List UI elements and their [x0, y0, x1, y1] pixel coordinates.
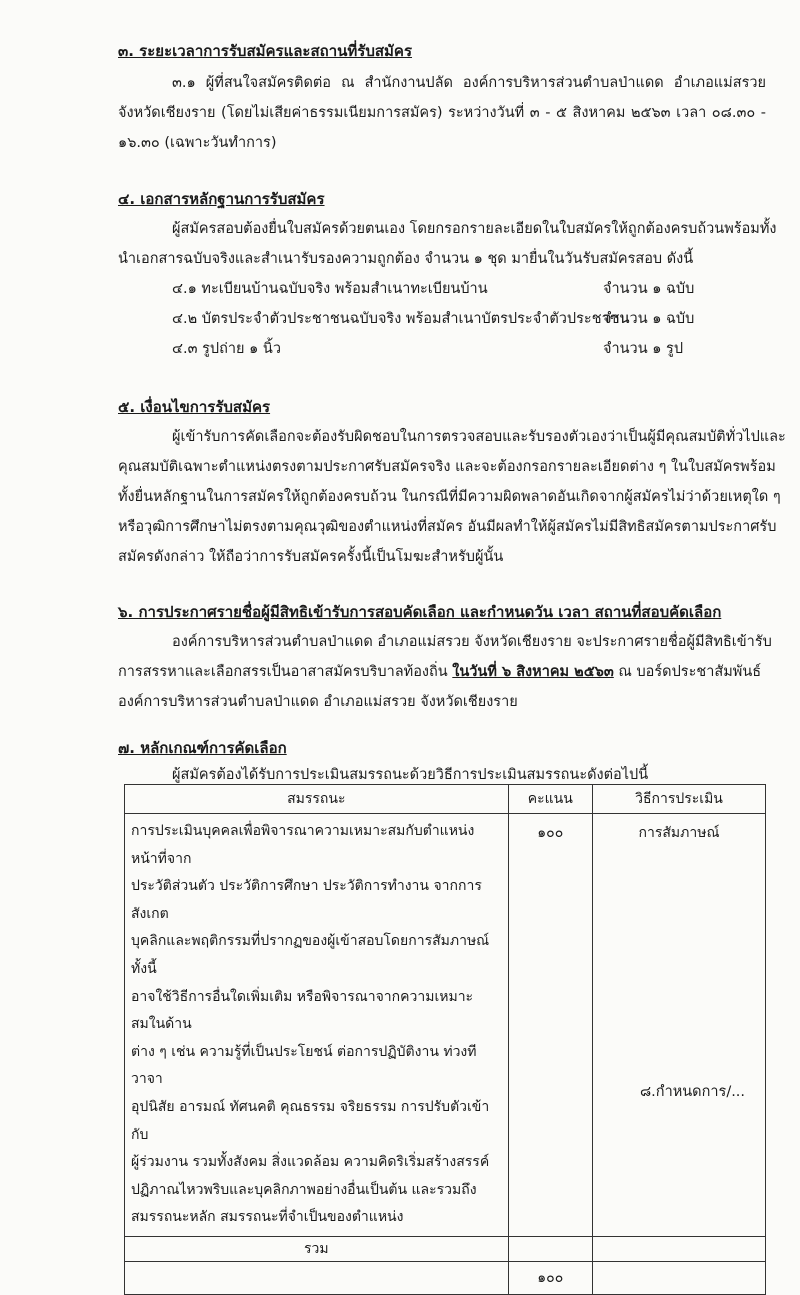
section-6-line-1: องค์การบริหารส่วนตำบลป่าแดด อำเภอแม่สรวย จังหวัดเชียงราย จะประกาศรายชื่อผู้มีสิทธิเข้ารับ: [172, 634, 772, 650]
section-6-heading: ๖. การประกาศรายชื่อผู้มีสิทธิเข้ารับการสอบคัดเลือก และกำหนดวัน เวลา สถานที่สอบคัดเลือก: [118, 603, 722, 621]
table-header-row: [125, 785, 766, 814]
empty-cell: [592, 1236, 765, 1261]
total-score: ๑๐๐: [508, 1261, 592, 1294]
table-header: วิธีการประเมิน: [592, 785, 765, 814]
doc-item-label: ๔.๑ ทะเบียนบ้านฉบับจริง พร้อมสำเนาทะเบียนบ้าน: [172, 281, 488, 297]
criteria-table: [124, 784, 766, 1295]
section-6-line-2-pre: การสรรหาและเลือกสรรเป็นอาสาสมัครบริบาลท้องถิ่น: [118, 664, 448, 680]
description-line: บุคลิกและพฤติกรรมที่ปรากฏของผู้เข้าสอบโดยการสัมภาษณ์ ทั้งนี้: [131, 933, 490, 977]
score-cell: ๑๐๐: [508, 814, 592, 1237]
doc-item-label: ๔.๒ บัตรประจำตัวประชาชนฉบับจริง พร้อมสำเนาบัตรประจำตัวประชาชน: [172, 311, 630, 327]
section-6-line-2: [118, 660, 761, 683]
doc-item-qty: จำนวน ๑ ฉบับ: [603, 281, 695, 297]
description-line: สมรรถนะหลัก สมรรถนะที่จำเป็นของตำแหน่ง: [131, 1209, 404, 1226]
total-score-row: [125, 1261, 766, 1294]
table-header: คะแนน: [508, 785, 592, 814]
empty-cell: [125, 1261, 509, 1294]
section-5-line-2: คุณสมบัติเฉพาะตำแหน่งตรงตามประกาศรับสมัครจริง และจะต้องกรอกรายละเอียดต่าง ๆ ในใบสมัครพร้อม: [118, 459, 776, 475]
section-7-intro: ผู้สมัครต้องได้รับการประเมินสมรรถนะด้วยวิธีการประเมินสมรรถนะดังต่อไปนี้: [172, 767, 649, 783]
section-5-line-5: สมัครดังกล่าว ให้ถือว่าการรับสมัครครั้งนี้เป็นโมฆะสำหรับผู้นั้น: [118, 549, 504, 565]
table-header: สมรรถนะ: [125, 785, 509, 814]
section-6-line-3: องค์การบริหารส่วนตำบลป่าแดด อำเภอแม่สรวย จังหวัดเชียงราย: [118, 694, 518, 710]
description-line: อาจใช้วิธีการอื่นใดเพิ่มเติม หรือพิจารณาจากความเหมาะสมในด้าน: [131, 988, 474, 1033]
section-5-line-3: ทั้งยื่นหลักฐานในการสมัครให้ถูกต้องครบถ้วน ในกรณีที่มีความผิดพลาดอันเกิดจากผู้สมัครไม่ว่าด้วยเหตุใด ๆ: [118, 489, 781, 505]
next-page-marker: ๘.กำหนดการ/...: [640, 1084, 746, 1100]
section-5-line-4: หรือวุฒิการศึกษาไม่ตรงตามคุณวุฒิของตำแหน่งที่สมัคร อันมีผลทำให้ผู้สมัครไม่มีสิทธิสมัครตามประกาศรับ: [118, 519, 777, 535]
empty-cell: [508, 1236, 592, 1261]
section-4-line-1: ผู้สมัครสอบต้องยื่นใบสมัครด้วยตนเอง โดยกรอกรายละเอียดในใบสมัครให้ถูกต้องครบถ้วนพร้อมทั้ง: [172, 221, 777, 237]
empty-cell: [592, 1261, 765, 1294]
doc-item-label: ๔.๓ รูปถ่าย ๑ นิ้ว: [172, 341, 281, 357]
section-6-line-2-post: ณ บอร์ดประชาสัมพันธ์: [618, 664, 762, 680]
description-line: ต่าง ๆ เช่น ความรู้ที่เป็นประโยชน์ ต่อการปฏิบัติงาน ท่วงทีวาจา: [131, 1043, 477, 1088]
section-3-line-3: ๑๖.๓๐ (เฉพาะวันทำการ): [118, 135, 277, 151]
method-cell: การสัมภาษณ์: [592, 814, 765, 1237]
total-label: รวม: [125, 1236, 509, 1261]
section-3-line-2: จังหวัดเชียงราย (โดยไม่เสียค่าธรรมเนียมการสมัคร) ระหว่างวันที่ ๓ - ๕ สิงหาคม ๒๕๖๓ เวลา ๐๘.๓๐ -: [118, 105, 766, 121]
section-7-heading: ๗. หลักเกณฑ์การคัดเลือก: [118, 739, 287, 757]
description-line: ประวัติส่วนตัว ประวัติการศึกษา ประวัติการทำงาน จากการสังเกต: [131, 878, 482, 922]
table-row: [125, 814, 766, 1237]
section-3-line-1: ๓.๑ ผู้ที่สนใจสมัครติดต่อ ณ สำนักงานปลัด องค์การบริหารส่วนตำบลป่าแดด อำเภอแม่สรวย: [172, 75, 766, 91]
description-line: ปฏิภาณไหวพริบและบุคลิกภาพอย่างอื่นเป็นต้น และรวมถึง: [131, 1181, 477, 1198]
section-4-heading: ๔. เอกสารหลักฐานการรับสมัคร: [118, 190, 325, 208]
section-4-line-2: นำเอกสารฉบับจริงและสำเนารับรองความถูกต้อง จำนวน ๑ ชุด มายื่นในวันรับสมัครสอบ ดังนี้: [118, 251, 694, 267]
section-5-heading: ๕. เงื่อนไขการรับสมัคร: [118, 398, 271, 416]
section-3-heading: ๓. ระยะเวลาการรับสมัครและสถานที่รับสมัคร: [118, 42, 413, 60]
section-5-line-1: ผู้เข้ารับการคัดเลือกจะต้องรับผิดชอบในการตรวจสอบและรับรองตัวเองว่าเป็นผู้มีคุณสมบัติทั่วไปและ: [172, 429, 786, 445]
doc-item-qty: จำนวน ๑ ฉบับ: [603, 311, 695, 327]
doc-item-qty: จำนวน ๑ รูป: [603, 341, 684, 357]
description-line: ผู้ร่วมงาน รวมทั้งสังคม สิ่งแวดล้อม ความคิดริเริ่มสร้างสรรค์: [131, 1154, 490, 1171]
description-line: การประเมินบุคคลเพื่อพิจารณาความเหมาะสมกับตำแหน่งหน้าที่จาก: [131, 823, 475, 867]
total-row: [125, 1236, 766, 1261]
competency-description: [125, 814, 509, 1237]
description-line: อุปนิสัย อารมณ์ ทัศนคติ คุณธรรม จริยธรรม การปรับตัวเข้ากับ: [131, 1098, 490, 1143]
announcement-date: ในวันที่ ๖ สิงหาคม ๒๕๖๓: [452, 664, 614, 680]
